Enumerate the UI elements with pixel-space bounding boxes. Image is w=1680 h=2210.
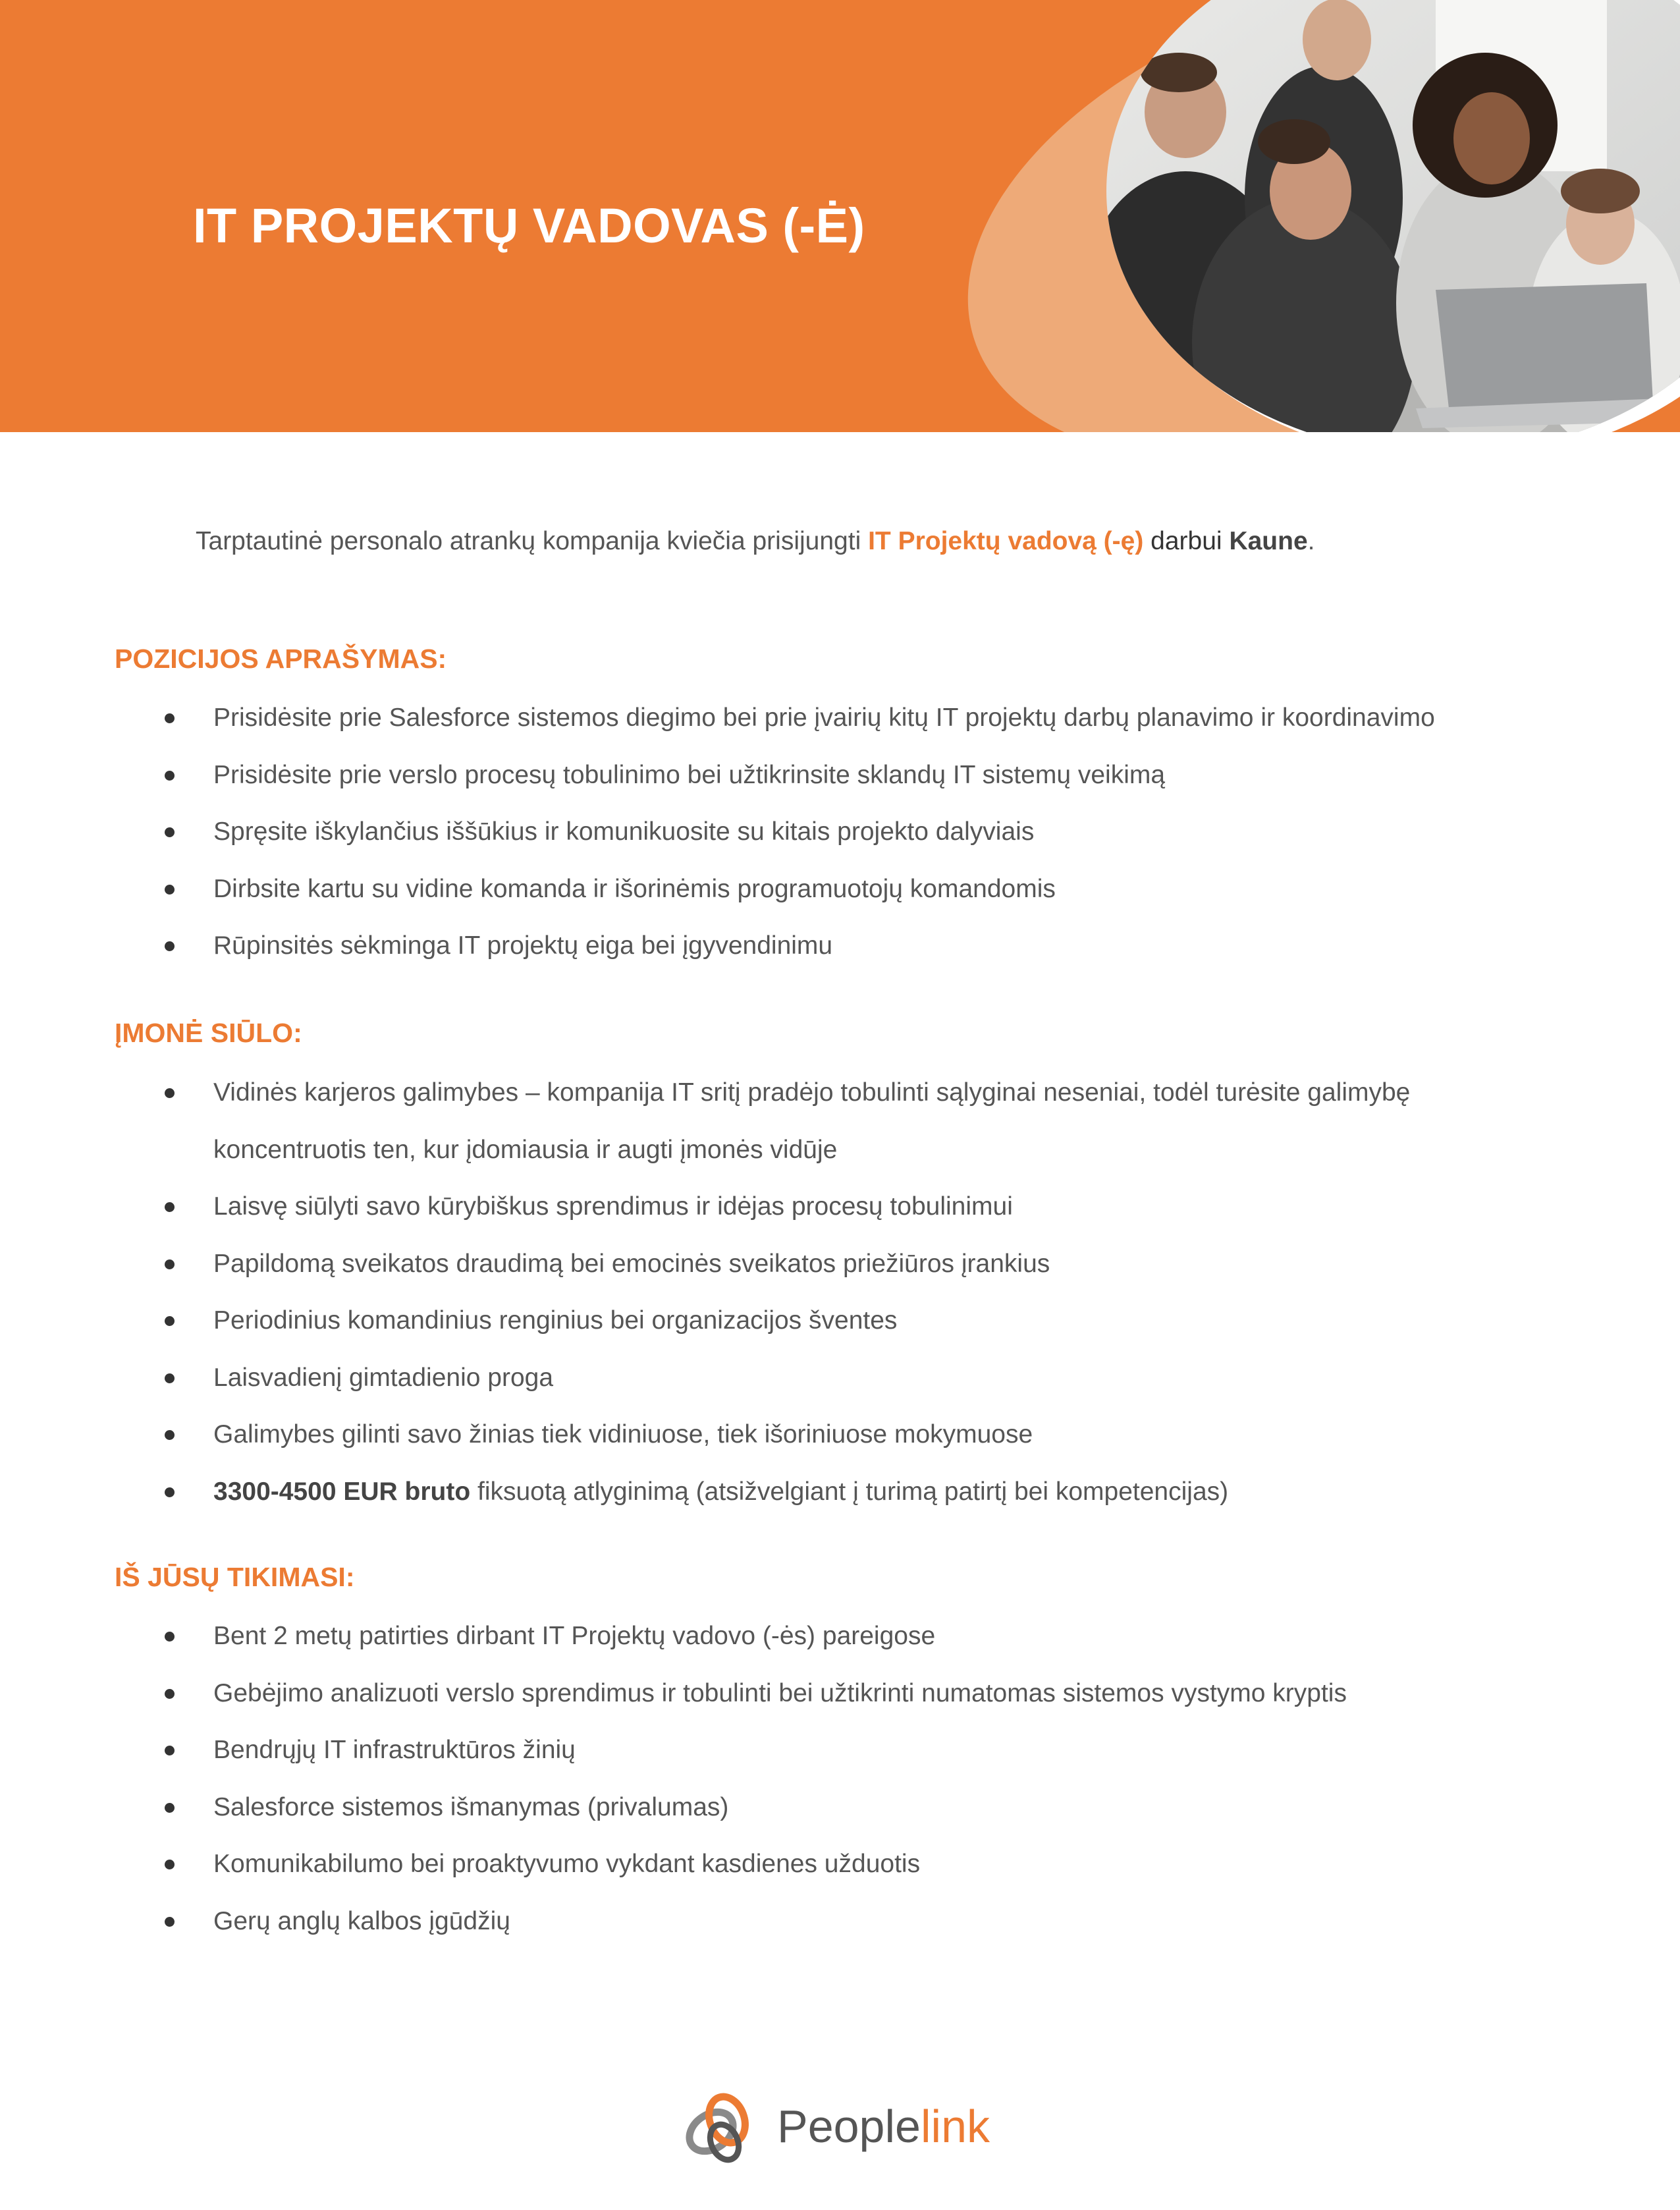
bullet: [165, 1202, 175, 1212]
intro-middle: darbui: [1143, 527, 1230, 555]
list-item: [0, 1608, 1570, 1665]
bullet: [165, 713, 175, 723]
list-item: [0, 690, 1570, 747]
list-item-text: Prisidėsite prie verslo procesų tobulinimo bei užtikrinsite sklandų IT sistemų veikimą: [213, 760, 1166, 789]
bullet: [165, 1746, 175, 1755]
logo-icon: [673, 2088, 772, 2167]
list-item: [0, 1292, 1570, 1350]
list-item-text: Papildomą sveikatos draudimą bei emocinės sveikatos priežiūros įrankius: [213, 1249, 1050, 1278]
bullet: [165, 827, 175, 837]
logo-text-link: link: [920, 2101, 990, 2152]
list-item-text: Bent 2 metų patirties dirbant IT Projektų vadovo (-ės) pareigose: [213, 1622, 936, 1650]
list-item-text: Bendrųjų IT infrastruktūros žinių: [213, 1736, 576, 1764]
section-title-expect: IŠ JŪSŲ TIKIMASI:: [115, 1562, 355, 1592]
list-item-text: Salesforce sistemos išmanymas (privalumas): [213, 1792, 729, 1821]
list-item: [0, 861, 1570, 918]
list-item: [0, 1350, 1570, 1407]
list-item: [0, 1779, 1570, 1837]
list-item: [0, 1893, 1570, 1950]
list-item: [0, 1236, 1570, 1293]
section-title-description: POZICIJOS APRAŠYMAS:: [115, 644, 447, 674]
list-item-text: Laisvę siūlyti savo kūrybiškus sprendimus ir idėjas procesų tobulinimui: [213, 1192, 1013, 1221]
list-item-text: Spręsite iškylančius iššūkius ir komunikuosite su kitais projekto dalyviais: [213, 817, 1035, 846]
list-item: [0, 1836, 1570, 1893]
list-item: [0, 804, 1570, 861]
salary-amount: 3300-4500 EUR bruto: [213, 1477, 471, 1506]
list-item-text: Gebėjimo analizuoti verslo sprendimus ir tobulinti bei užtikrinti numatomas sistemos vystymo kryptis: [213, 1678, 1347, 1707]
intro-text: [196, 527, 1314, 556]
list-item-text: Komunikabilumo bei proaktyvumo vykdant kasdienes užduotis: [213, 1850, 921, 1878]
list-item-text: Laisvadienį gimtadienio proga: [213, 1363, 554, 1392]
section-title-offer: ĮMONĖ SIŪLO:: [115, 1018, 302, 1048]
list-item: [0, 918, 1570, 975]
description-list: [0, 690, 1680, 975]
bullet: [165, 1430, 175, 1440]
list-item: [0, 1064, 1570, 1178]
logo-wordmark: [777, 2100, 990, 2153]
list-item-text: Periodinius komandinius renginius bei organizacijos šventes: [213, 1306, 898, 1335]
bullet: [165, 1088, 175, 1098]
offer-list: [0, 1064, 1680, 1520]
bullet: [165, 885, 175, 895]
list-item-text: Rūpinsitės sėkminga IT projektų eiga bei įgyvendinimu: [213, 931, 833, 960]
list-item-text: Prisidėsite prie Salesforce sistemos diegimo bei prie įvairių kitų IT projektų darbų planavimo ir koordinavimo: [213, 704, 1435, 732]
list-item-salary: [0, 1464, 1570, 1521]
peoplelink-logo: [673, 2088, 1016, 2167]
list-item-text: Gerų anglų kalbos įgūdžių: [213, 1906, 510, 1935]
salary-details: fiksuotą atlyginimą (atsižvelgiant į turimą patirtį bei kompetencijas): [470, 1477, 1229, 1506]
bullet: [165, 1632, 175, 1642]
list-item-text: Dirbsite kartu su vidine komanda ir išorinėmis programuotojų komandomis: [213, 874, 1056, 903]
list-item: [0, 1665, 1570, 1723]
intro-lead: Tarptautinė personalo atrankų kompanija kviečia prisijungti: [196, 527, 869, 555]
list-item: [0, 1722, 1570, 1779]
intro-position: IT Projektų vadovą (-ę): [868, 527, 1144, 555]
list-item: [0, 1178, 1570, 1236]
bullet: [165, 1259, 175, 1269]
intro-end: .: [1307, 527, 1315, 555]
expect-list: [0, 1608, 1680, 1950]
page-title: IT PROJEKTŲ VADOVAS (-Ė): [193, 198, 865, 253]
list-item-text: Galimybes gilinti savo žinias tiek vidiniuose, tiek išoriniuose mokymuose: [213, 1420, 1033, 1449]
bullet: [165, 771, 175, 781]
intro-location: Kaune: [1229, 527, 1308, 555]
bullet: [165, 1487, 175, 1497]
bullet: [165, 1860, 175, 1869]
bullet: [165, 1373, 175, 1383]
header-banner: [0, 0, 1680, 432]
bullet: [165, 1689, 175, 1699]
bullet: [165, 1803, 175, 1813]
list-item-text: Vidinės karjeros galimybes – kompanija IT sritį pradėjo tobulinti sąlyginai neseniai, todėl turėsite galimybę koncentruotis ten, kur įdomiausia ir augti įmonės vidūje: [213, 1078, 1411, 1164]
logo-text-people: People: [777, 2101, 921, 2152]
bullet: [165, 941, 175, 951]
list-item: [0, 747, 1570, 804]
bullet: [165, 1917, 175, 1927]
list-item: [0, 1406, 1570, 1464]
bullet: [165, 1316, 175, 1326]
